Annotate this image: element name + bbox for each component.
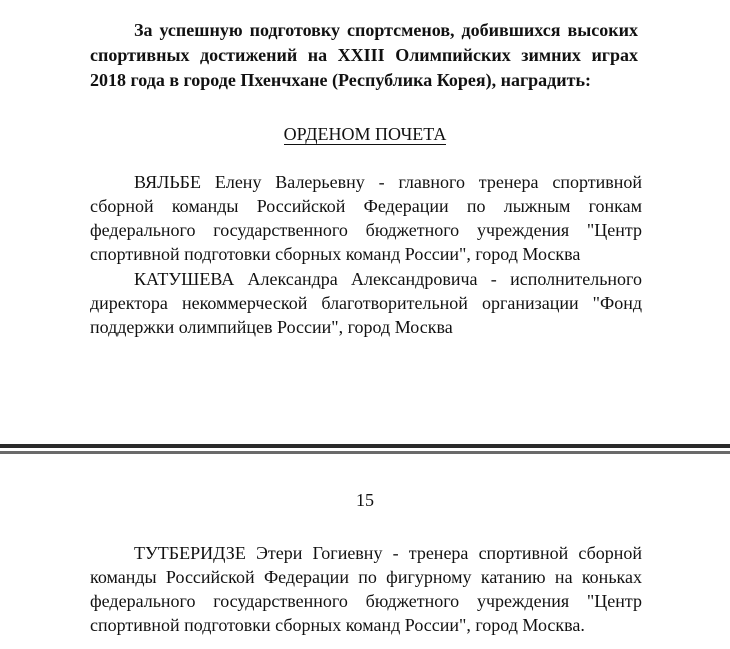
page-number: 15 [356,490,374,510]
recipient-paragraph: ТУТБЕРИДЗЕ Этери Гогиевну - тренера спортивной сборной команды Российской Федерации по фигурному катанию на коньках федерального государственного бюджетного учреждения "Центр спортивной подготовки сборных команд России", город Москва. [90,543,642,635]
recipient-paragraph: ВЯЛЬБЕ Елену Валерьевну - главного тренера спортивной сборной команды Российской Федерации по лыжным гонкам федерального государственного бюджетного учреждения "Центр спортивной подготовки сборных команд России", город Москва [90,172,642,264]
page-break-divider [0,442,730,459]
recipient-paragraph: КАТУШЕВА Александра Александровича - исполнительного директора некоммерческой благотворительной организации "Фонд поддержки олимпийцев России", город Москва [90,269,642,337]
award-title [0,122,730,146]
award-title-text: ОРДЕНОМ ПОЧЕТА [283,124,447,144]
decree-heading: За успешную подготовку спортсменов, добившихся высоких спортивных достижений на XXIII Олимпийских зимних играх 2018 года в городе Пхенчхане (Республика Корея), наградить: [90,20,638,90]
page-break-rule [0,444,730,448]
page-break-rule [0,451,730,454]
